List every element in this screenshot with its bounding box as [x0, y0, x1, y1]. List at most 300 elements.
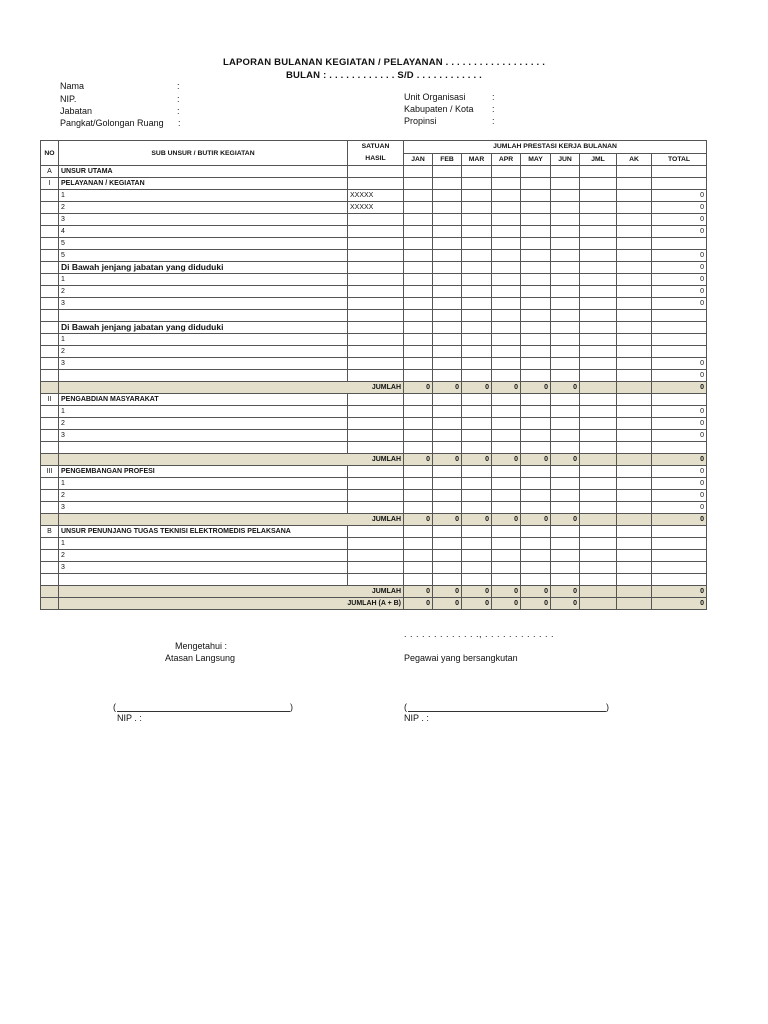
row-month-cell [551, 538, 580, 550]
table-row [41, 226, 707, 238]
row-month-cell [580, 442, 617, 454]
row-satuan [348, 274, 404, 286]
header-satuan: SATUAN [361, 143, 390, 150]
row-month-cell [433, 178, 462, 190]
subtotal-value: 0 [404, 514, 433, 526]
row-month-cell [551, 550, 580, 562]
row-description: 5 [59, 238, 348, 250]
row-month-cell [462, 406, 492, 418]
row-satuan [348, 562, 404, 574]
row-month-cell [433, 370, 462, 382]
row-month-cell [404, 370, 433, 382]
row-month-cell [617, 274, 652, 286]
row-month-cell [521, 274, 551, 286]
row-month-cell [492, 298, 521, 310]
row-month-cell [462, 238, 492, 250]
row-total: 0 [652, 466, 707, 478]
subtotal-value: 0 [404, 382, 433, 394]
row-month-cell [580, 166, 617, 178]
row-month-cell [404, 418, 433, 430]
row-month-cell [580, 190, 617, 202]
table-row [41, 358, 707, 370]
row-month-cell [521, 550, 551, 562]
row-month-cell [462, 430, 492, 442]
row-month-cell [521, 166, 551, 178]
row-month-cell [433, 286, 462, 298]
row-month-cell [462, 286, 492, 298]
table-row [41, 322, 707, 334]
row-month-cell [492, 346, 521, 358]
row-satuan [348, 166, 404, 178]
row-month-cell [617, 394, 652, 406]
row-month-cell [433, 238, 462, 250]
row-month-cell [580, 310, 617, 322]
row-description: 2 [59, 418, 348, 430]
row-number [41, 502, 59, 514]
row-description: Di Bawah jenjang jabatan yang diduduki [59, 262, 348, 274]
nip-left: NIP . : [117, 713, 142, 723]
row-month-cell [617, 478, 652, 490]
row-total: 0 [652, 490, 707, 502]
row-description [59, 310, 348, 322]
row-total [652, 310, 707, 322]
row-month-cell [492, 334, 521, 346]
row-total: 0 [652, 370, 707, 382]
row-month-cell [551, 430, 580, 442]
row-number [41, 478, 59, 490]
row-month-cell [404, 502, 433, 514]
row-month-cell [617, 214, 652, 226]
colon-jabatan: : [177, 106, 180, 116]
row-month-cell [521, 214, 551, 226]
row-description: 5 [59, 250, 348, 262]
subtotal-value: 0 [492, 514, 521, 526]
row-month-cell [617, 358, 652, 370]
row-month-cell [617, 190, 652, 202]
row-month-cell [492, 310, 521, 322]
row-satuan [348, 490, 404, 502]
row-month-cell [521, 310, 551, 322]
row-month-cell [521, 574, 551, 586]
subtotal-value: 0 [521, 514, 551, 526]
table-row [41, 178, 707, 190]
row-month-cell [617, 202, 652, 214]
subtotal-value: 0 [404, 586, 433, 598]
subtotal-value: 0 [551, 586, 580, 598]
row-total: 0 [652, 286, 707, 298]
row-month-cell [462, 226, 492, 238]
row-month-cell [462, 466, 492, 478]
row-month-cell [521, 562, 551, 574]
row-total: 0 [652, 478, 707, 490]
row-description: PELAYANAN / KEGIATAN [59, 178, 348, 190]
subtotal-row [41, 598, 707, 610]
row-month-cell [521, 430, 551, 442]
row-month-cell [580, 286, 617, 298]
subtotal-value: 0 [652, 382, 707, 394]
row-month-cell [617, 574, 652, 586]
row-month-cell [462, 394, 492, 406]
row-month-cell [617, 526, 652, 538]
row-month-cell [492, 286, 521, 298]
row-total [652, 394, 707, 406]
row-satuan [348, 286, 404, 298]
row-month-cell [551, 418, 580, 430]
row-month-cell [551, 190, 580, 202]
row-month-cell [580, 526, 617, 538]
row-month-cell [492, 490, 521, 502]
row-month-cell [462, 502, 492, 514]
row-month-cell [521, 466, 551, 478]
row-month-cell [404, 478, 433, 490]
row-month-cell [492, 370, 521, 382]
row-month-cell [404, 430, 433, 442]
row-number: B [41, 526, 59, 538]
header-hasil: HASIL [365, 155, 386, 162]
row-satuan: XXXXX [348, 202, 404, 214]
row-month-cell [551, 466, 580, 478]
row-month-cell [617, 310, 652, 322]
row-month-cell [433, 418, 462, 430]
row-month-cell [521, 250, 551, 262]
subtotal-value: 0 [551, 514, 580, 526]
subtotal-row [41, 586, 707, 598]
row-month-cell [492, 418, 521, 430]
header-sub-unsur: SUB UNSUR / BUTIR KEGIATAN [59, 141, 348, 166]
subtotal-label: JUMLAH [59, 454, 404, 466]
subtotal-value [617, 454, 652, 466]
row-month-cell [404, 442, 433, 454]
subtotal-value: 0 [462, 382, 492, 394]
header-may: MAY [521, 153, 551, 166]
subtotal-value: 0 [492, 382, 521, 394]
row-satuan: XXXXX [348, 190, 404, 202]
row-month-cell [580, 550, 617, 562]
row-month-cell [551, 166, 580, 178]
row-month-cell [433, 310, 462, 322]
row-total [652, 442, 707, 454]
row-month-cell [404, 226, 433, 238]
row-month-cell [551, 310, 580, 322]
row-month-cell [404, 214, 433, 226]
row-month-cell [617, 502, 652, 514]
row-month-cell [404, 526, 433, 538]
row-month-cell [433, 430, 462, 442]
row-month-cell [462, 190, 492, 202]
row-month-cell [580, 250, 617, 262]
row-month-cell [404, 250, 433, 262]
table-row [41, 502, 707, 514]
row-month-cell [551, 262, 580, 274]
row-month-cell [521, 226, 551, 238]
subtotal-value [617, 514, 652, 526]
row-month-cell [492, 262, 521, 274]
row-month-cell [462, 166, 492, 178]
table-row [41, 370, 707, 382]
row-description [59, 442, 348, 454]
row-description: 2 [59, 202, 348, 214]
row-description: 1 [59, 538, 348, 550]
row-number [41, 226, 59, 238]
row-month-cell [521, 370, 551, 382]
row-satuan [348, 538, 404, 550]
row-total: 0 [652, 214, 707, 226]
subtotal-row [41, 454, 707, 466]
subtotal-value [580, 598, 617, 610]
label-jabatan: Jabatan [60, 106, 93, 116]
subtotal-no-cell [41, 598, 59, 610]
row-total: 0 [652, 298, 707, 310]
row-month-cell [492, 466, 521, 478]
row-description: 3 [59, 430, 348, 442]
row-month-cell [404, 334, 433, 346]
row-satuan [348, 406, 404, 418]
row-month-cell [617, 430, 652, 442]
row-month-cell [580, 346, 617, 358]
row-satuan [348, 310, 404, 322]
row-month-cell [580, 394, 617, 406]
row-month-cell [617, 178, 652, 190]
subtotal-label: JUMLAH [59, 586, 404, 598]
row-satuan [348, 298, 404, 310]
subtotal-no-cell [41, 382, 59, 394]
row-description: 1 [59, 406, 348, 418]
row-month-cell [433, 190, 462, 202]
row-month-cell [617, 166, 652, 178]
colon-nama: : [177, 81, 180, 91]
row-month-cell [433, 538, 462, 550]
row-month-cell [551, 346, 580, 358]
row-number [41, 322, 59, 334]
row-month-cell [492, 430, 521, 442]
colon-unit-organisasi: : [492, 92, 495, 102]
row-number [41, 250, 59, 262]
row-month-cell [617, 250, 652, 262]
table-row [41, 574, 707, 586]
row-month-cell [551, 406, 580, 418]
subtotal-value [617, 598, 652, 610]
row-satuan [348, 394, 404, 406]
row-total [652, 334, 707, 346]
row-month-cell [521, 394, 551, 406]
table-row [41, 490, 707, 502]
row-satuan [348, 574, 404, 586]
row-month-cell [492, 406, 521, 418]
row-satuan [348, 526, 404, 538]
row-total: 0 [652, 190, 707, 202]
row-month-cell [404, 550, 433, 562]
nip-right: NIP . : [404, 713, 429, 723]
row-number [41, 238, 59, 250]
row-description: 3 [59, 298, 348, 310]
row-month-cell [433, 562, 462, 574]
row-total: 0 [652, 418, 707, 430]
subtotal-no-cell [41, 454, 59, 466]
label-nama: Nama [60, 81, 85, 91]
signature-left-open: ( [113, 702, 116, 712]
table-row [41, 238, 707, 250]
row-month-cell [521, 238, 551, 250]
row-month-cell [433, 346, 462, 358]
row-month-cell [580, 370, 617, 382]
row-month-cell [551, 274, 580, 286]
row-month-cell [580, 226, 617, 238]
table-row [41, 466, 707, 478]
header-jan: JAN [404, 153, 433, 166]
row-number [41, 298, 59, 310]
subtotal-row [41, 514, 707, 526]
header-total: TOTAL [652, 153, 707, 166]
row-satuan [348, 358, 404, 370]
row-month-cell [433, 466, 462, 478]
row-number [41, 310, 59, 322]
row-total: 0 [652, 274, 707, 286]
label-kabupaten: Kabupaten / Kota [404, 104, 474, 114]
row-month-cell [617, 562, 652, 574]
row-number [41, 490, 59, 502]
row-month-cell [551, 526, 580, 538]
signature-line-left [117, 711, 290, 712]
row-month-cell [404, 346, 433, 358]
row-month-cell [617, 334, 652, 346]
row-month-cell [617, 262, 652, 274]
row-month-cell [580, 466, 617, 478]
subtotal-value: 0 [404, 454, 433, 466]
colon-nip: : [177, 94, 180, 104]
row-number [41, 370, 59, 382]
row-month-cell [551, 478, 580, 490]
row-month-cell [433, 394, 462, 406]
row-month-cell [551, 370, 580, 382]
subtotal-value: 0 [492, 598, 521, 610]
subtotal-value: 0 [521, 382, 551, 394]
header-no: NO [41, 141, 59, 166]
row-month-cell [492, 442, 521, 454]
row-month-cell [617, 538, 652, 550]
header-apr: APR [492, 153, 521, 166]
table-row [41, 538, 707, 550]
row-month-cell [521, 322, 551, 334]
row-total: 0 [652, 502, 707, 514]
row-month-cell [580, 238, 617, 250]
row-description: UNSUR UTAMA [59, 166, 348, 178]
row-total [652, 238, 707, 250]
row-month-cell [404, 358, 433, 370]
header-feb: FEB [433, 153, 462, 166]
row-month-cell [492, 226, 521, 238]
row-month-cell [492, 190, 521, 202]
row-month-cell [551, 286, 580, 298]
row-satuan [348, 430, 404, 442]
date-line: . . . . . . . . . . . . ., . . . . . . . . . . . . [404, 629, 555, 639]
row-number [41, 190, 59, 202]
table-row [41, 262, 707, 274]
header-jun: JUN [551, 153, 580, 166]
row-month-cell [433, 550, 462, 562]
row-month-cell [433, 214, 462, 226]
subtotal-value: 0 [521, 598, 551, 610]
colon-pangkat: : [178, 118, 181, 128]
subtotal-value: 0 [433, 382, 462, 394]
subtotal-value: 0 [521, 454, 551, 466]
row-description: 3 [59, 214, 348, 226]
row-month-cell [433, 226, 462, 238]
table-row [41, 550, 707, 562]
row-month-cell [580, 214, 617, 226]
row-month-cell [462, 574, 492, 586]
row-month-cell [462, 550, 492, 562]
header-mar: MAR [462, 153, 492, 166]
row-number [41, 550, 59, 562]
row-month-cell [462, 178, 492, 190]
row-month-cell [521, 490, 551, 502]
row-month-cell [617, 346, 652, 358]
row-month-cell [404, 490, 433, 502]
row-month-cell [492, 250, 521, 262]
row-satuan [348, 322, 404, 334]
row-month-cell [404, 562, 433, 574]
row-month-cell [521, 202, 551, 214]
table-row [41, 166, 707, 178]
row-month-cell [521, 406, 551, 418]
table-row [41, 298, 707, 310]
row-total: 0 [652, 226, 707, 238]
row-month-cell [462, 490, 492, 502]
report-table-body [41, 166, 707, 610]
row-number [41, 202, 59, 214]
row-month-cell [433, 406, 462, 418]
row-description: 3 [59, 502, 348, 514]
row-month-cell [492, 502, 521, 514]
row-month-cell [492, 178, 521, 190]
subtotal-value: 0 [462, 586, 492, 598]
table-row [41, 334, 707, 346]
row-month-cell [580, 298, 617, 310]
row-month-cell [617, 490, 652, 502]
row-month-cell [433, 250, 462, 262]
row-month-cell [462, 346, 492, 358]
row-month-cell [617, 418, 652, 430]
row-month-cell [617, 298, 652, 310]
row-month-cell [492, 358, 521, 370]
row-month-cell [404, 178, 433, 190]
row-total: 0 [652, 430, 707, 442]
row-month-cell [521, 178, 551, 190]
row-month-cell [551, 490, 580, 502]
table-row [41, 214, 707, 226]
row-number [41, 346, 59, 358]
row-satuan [348, 466, 404, 478]
row-description: 2 [59, 346, 348, 358]
row-month-cell [551, 334, 580, 346]
row-month-cell [492, 574, 521, 586]
subtotal-value: 0 [433, 598, 462, 610]
row-total: 0 [652, 202, 707, 214]
signature-right-close: ) [606, 702, 609, 712]
subtotal-value [617, 586, 652, 598]
row-satuan [348, 226, 404, 238]
table-row [41, 430, 707, 442]
row-satuan [348, 334, 404, 346]
report-period: BULAN : . . . . . . . . . . . . S/D . . . . . . . . . . . . [285, 70, 482, 81]
header-jumlah-prestasi: JUMLAH PRESTASI KERJA BULANAN [404, 141, 707, 154]
row-number: A [41, 166, 59, 178]
row-number: I [41, 178, 59, 190]
row-month-cell [521, 346, 551, 358]
row-satuan [348, 418, 404, 430]
signature-right-open: ( [404, 702, 407, 712]
signature-line-right [408, 711, 606, 712]
